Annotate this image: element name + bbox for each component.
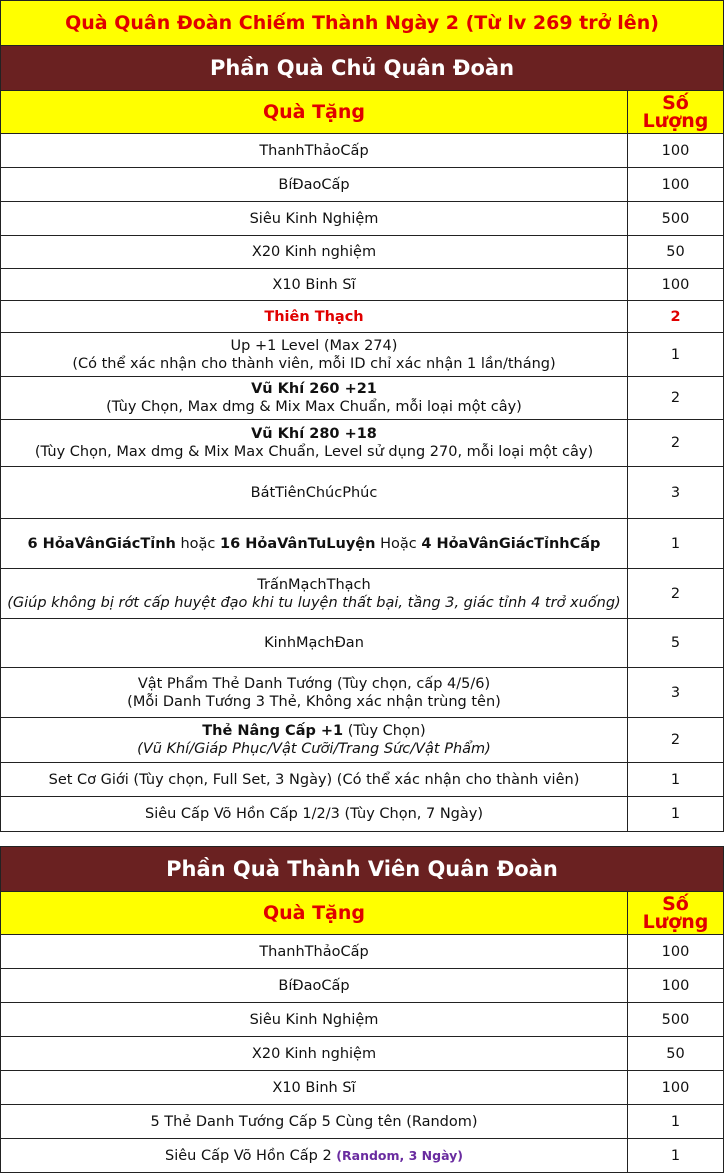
gift-name: X20 Kinh nghiệm [1,1037,628,1071]
table-row [1,1105,724,1139]
gift-note: (Giúp không bị rớt cấp huyệt đạo khi tu luyện thất bại, tầng 3, giác tỉnh 4 trở xuống) [7,594,621,611]
gift-qty: 100 [627,168,723,202]
gift-name-highlight: Thiên Thạch [1,301,628,333]
table-row [1,467,724,519]
gift-qty: 1 [628,1105,724,1139]
table-row [1,763,724,797]
table-row [1,718,724,763]
gift-name: ThanhThảoCấp [1,134,628,168]
gift-name: X20 Kinh nghiệm [1,236,628,269]
gift-note: (Tùy Chọn, Max dmg & Mix Max Chuẩn, mỗi loại một cây) [106,399,522,415]
gift-qty: 1 [627,519,723,569]
table-row [1,668,724,718]
gift-note: (Có thể xác nhận cho thành viên, mỗi ID chỉ xác nhận 1 lần/tháng) [72,355,556,372]
gift-option-note: (Tùy Chọn) [347,723,426,739]
gift-options [1,519,628,569]
section-header-leader [1,46,724,91]
gift-name: 5 Thẻ Danh Tướng Cấp 5 Cùng tên (Random) [1,1105,628,1139]
gift-desc [1,569,628,619]
gift-qty: 1 [627,797,723,832]
gift-qty: 3 [627,668,723,718]
gift-qty: 100 [627,269,723,301]
table-row [1,619,724,668]
gift-name-line [7,722,621,740]
table-row [1,134,724,168]
table-row [1,569,724,619]
table-row [1,202,724,236]
gift-note: (Tùy Chọn, Max dmg & Mix Max Chuẩn, Level sử dụng 270, mỗi loại một cây) [34,444,594,460]
section-spacer [0,832,724,846]
gift-option-2: 16 HỏaVânTuLuyện [220,535,376,552]
table-row [1,935,724,969]
gift-connector: hoặc [180,535,216,552]
gift-name: Siêu Kinh Nghiệm [1,202,628,236]
gift-name: X10 Binh Sĩ [1,1071,628,1105]
section-title: Phần Quà Chủ Quân Đoàn [1,46,724,91]
gift-qty: 2 [627,377,723,420]
gift-name: ThanhThảoCấp [1,935,628,969]
gift-name: KinhMạchĐan [1,619,628,668]
gift-qty: 100 [628,969,724,1003]
gift-qty: 1 [627,333,723,377]
gift-qty-highlight: 2 [627,301,723,333]
title-row [1,1,724,46]
table-row [1,1071,724,1105]
table-row [1,1003,724,1037]
gift-desc [1,1139,628,1173]
column-header-qty: Số Lượng [627,91,723,134]
table-row [1,1037,724,1071]
page-title: Quà Quân Đoàn Chiếm Thành Ngày 2 (Từ lv 269 trở lên) [1,1,724,46]
gift-qty: 500 [627,202,723,236]
gift-name: Siêu Cấp Võ Hồn Cấp 2 [165,1147,332,1164]
gift-desc [1,420,628,467]
gift-qty: 50 [627,236,723,269]
section-header-member [1,847,724,892]
gift-name: TrấnMạchThạch [257,576,371,593]
table-row [1,519,724,569]
table-row [1,377,724,420]
gift-qty: 1 [627,763,723,797]
table-row [1,969,724,1003]
gift-qty: 100 [628,1071,724,1105]
gift-name: Vũ Khí 260 +21 [251,381,377,397]
gift-qty: 500 [628,1003,724,1037]
table-row [1,1139,724,1173]
table-row [1,797,724,832]
gift-desc [1,377,628,420]
section-title: Phần Quà Thành Viên Quân Đoàn [1,847,724,892]
gift-qty: 1 [628,1139,724,1173]
gift-name: Vũ Khí 280 +18 [251,426,377,442]
gift-name: Siêu Kinh Nghiệm [1,1003,628,1037]
column-header-gift: Quà Tặng [1,892,628,935]
column-header-row [1,892,724,935]
table-row [1,420,724,467]
table-row [1,236,724,269]
gift-qty: 100 [628,935,724,969]
gift-name: Siêu Cấp Võ Hồn Cấp 1/2/3 (Tùy Chọn, 7 Ngày) [1,797,628,832]
gift-note: (Mỗi Danh Tướng 3 Thẻ, Không xác nhận trùng tên) [127,693,501,710]
column-header-gift: Quà Tặng [1,91,628,134]
gift-qty: 2 [627,569,723,619]
gift-desc [1,718,628,763]
gift-connector: Hoặc [380,535,417,552]
gift-name: X10 Binh Sĩ [1,269,628,301]
gift-option-3: 4 HỏaVânGiácTỉnhCấp [421,535,601,552]
gift-qty: 50 [628,1037,724,1071]
gift-name: BíĐaoCấp [1,168,628,202]
gift-note: (Vũ Khí/Giáp Phục/Vật Cưỡi/Trang Sức/Vật Phẩm) [137,741,491,757]
column-header-row [1,91,724,134]
gift-name: BátTiênChúcPhúc [1,467,628,519]
table-row [1,269,724,301]
gift-note: (Random, 3 Ngày) [336,1147,463,1163]
gift-qty: 2 [627,718,723,763]
table-row [1,301,724,333]
gift-name: Thẻ Nâng Cấp +1 [202,723,344,739]
gift-qty: 5 [627,619,723,668]
table-row [1,168,724,202]
member-rewards-table [0,846,724,1173]
gift-qty: 2 [627,420,723,467]
gift-qty: 3 [627,467,723,519]
gift-name: Set Cơ Giới (Tùy chọn, Full Set, 3 Ngày) (Có thể xác nhận cho thành viên) [1,763,628,797]
column-header-qty: Số Lượng [628,892,724,935]
gift-desc [1,333,628,377]
table-row [1,333,724,377]
gift-desc [1,668,628,718]
gift-qty: 100 [627,134,723,168]
gift-name: Vật Phẩm Thẻ Danh Tướng (Tùy chọn, cấp 4/5/6) [137,675,491,692]
gift-option-1: 6 HỏaVânGiácTỉnh [27,535,176,552]
gift-name: BíĐaoCấp [1,969,628,1003]
gift-name: Up +1 Level (Max 274) [230,337,398,354]
